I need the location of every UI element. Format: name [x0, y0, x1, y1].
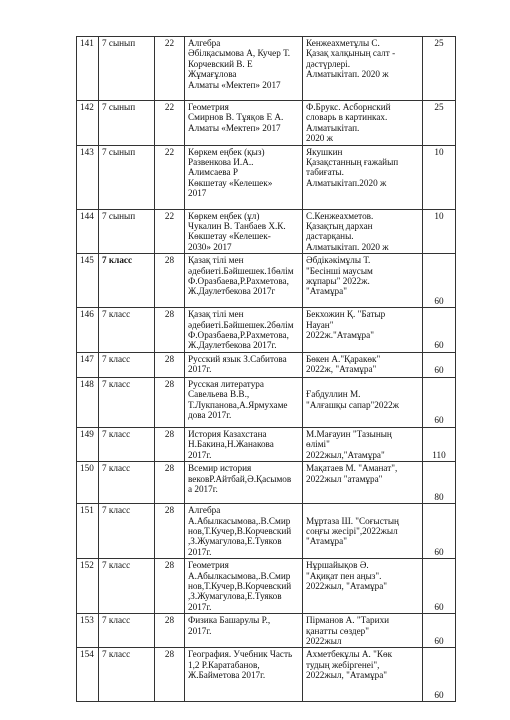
class-cell: 7 сынып: [99, 37, 155, 101]
quantity-cell: 60: [423, 559, 456, 614]
hours-cell: 22: [155, 37, 185, 101]
supplementary-book-cell: Мақатаев М. "Аманат", 2022жыл "атамұра": [303, 462, 423, 504]
quantity-cell: 25: [423, 37, 456, 101]
hours-cell: 28: [155, 308, 185, 353]
quantity-cell: 60: [423, 308, 456, 353]
class-cell: 7 класс: [99, 559, 155, 614]
row-number-cell: 141: [77, 37, 99, 101]
class-cell: 7 класс: [99, 648, 155, 702]
quantity-cell: 60: [423, 504, 456, 559]
supplementary-book-cell: М.Мағауин "Тазының өлімі" 2022жыл,"Атамұра": [303, 427, 423, 461]
textbook-cell: Алгебра Әбілқасымова А, Кучер Т. Корчевский В. Е Жұмағұлова Алматы «Мектеп» 2017: [185, 37, 303, 101]
table-row: [77, 37, 456, 101]
table-row: [77, 308, 456, 353]
row-number-cell: 142: [77, 101, 99, 146]
textbook-table: [76, 36, 456, 702]
class-cell: 7 сынып: [99, 145, 155, 209]
hours-cell: 28: [155, 254, 185, 308]
class-cell: 7 класс: [99, 462, 155, 504]
class-cell: 7 класс: [99, 308, 155, 353]
class-cell: 7 сынып: [99, 209, 155, 254]
textbook-cell: Русская литература Савельева В.В., Т.Лукпанова,А.Ярмухаме дова 2017г.: [185, 377, 303, 427]
textbook-cell: История Казахстана Н.Бакина,Н.Жанакова 2017г.: [185, 427, 303, 461]
row-number-cell: 150: [77, 462, 99, 504]
hours-cell: 28: [155, 504, 185, 559]
quantity-cell: 25: [423, 101, 456, 146]
supplementary-book-cell: Ғабдуллин М. "Алғашқы сапар"2022ж: [303, 377, 423, 427]
hours-cell: 22: [155, 145, 185, 209]
quantity-cell: 10: [423, 145, 456, 209]
table-row: [77, 209, 456, 254]
class-cell: 7 класс: [99, 614, 155, 648]
table-row: [77, 427, 456, 461]
row-number-cell: 152: [77, 559, 99, 614]
class-cell: 7 класс: [99, 377, 155, 427]
textbook-cell: География. Учебник Часть 1,2 Р.Каратабанов, Ж.Байметова 2017г.: [185, 648, 303, 702]
hours-cell: 28: [155, 352, 185, 377]
table-row: [77, 145, 456, 209]
table-row: [77, 101, 456, 146]
supplementary-book-cell: Ахметбекұлы А. "Көк тудың жебіргенеі", 2022жыл, "Атамұра": [303, 648, 423, 702]
textbook-cell: Геометрия А.Абылкасымова,.В.Смир нов,Т.Кучер,В.Корчевский ,З.Жумагулова,Е.Туяков 2017г.: [185, 559, 303, 614]
supplementary-book-cell: Мұртаза Ш. "Соғыстың соңғы жесірі",2022жыл "Атамұра": [303, 504, 423, 559]
class-cell: 7 класс: [99, 352, 155, 377]
supplementary-book-cell: Якушкин Қазақстанның ғажайып табиғаты. Алматыкітап.2020 ж: [303, 145, 423, 209]
row-number-cell: 148: [77, 377, 99, 427]
textbook-cell: Қазақ тілі мен әдебиеті.Бәйшешек.1бөлім Ф.Оразбаева,Р.Рахметова, Ж.Даулетбекова 2017г: [185, 254, 303, 308]
supplementary-book-cell: Нұршайықов Ә. "Ақиқат пен аңыз". 2022жыл, "Атамұра": [303, 559, 423, 614]
row-number-cell: 145: [77, 254, 99, 308]
textbook-cell: Көркем еңбек (ұл) Чукалин В. Танбаев Х.К. Көкшетау «Келешек- 2030» 2017: [185, 209, 303, 254]
quantity-cell: 60: [423, 352, 456, 377]
row-number-cell: 149: [77, 427, 99, 461]
class-cell: 7 сынып: [99, 101, 155, 146]
quantity-cell: 60: [423, 648, 456, 702]
row-number-cell: 147: [77, 352, 99, 377]
quantity-cell: 60: [423, 377, 456, 427]
class-cell: 7 класс: [99, 254, 155, 308]
class-cell: 7 класс: [99, 504, 155, 559]
class-cell: 7 класс: [99, 427, 155, 461]
table-row: [77, 254, 456, 308]
textbook-cell: Көркем еңбек (қыз) Развенкова И.А.. Алимсаева Р Көкшетау «Келешек» 2017: [185, 145, 303, 209]
supplementary-book-cell: Әбдікәкімұлы Т. "Бесінші маусым жұпары" 2022ж. "Атамұра": [303, 254, 423, 308]
row-number-cell: 151: [77, 504, 99, 559]
row-number-cell: 143: [77, 145, 99, 209]
supplementary-book-cell: Бекхожин Қ. "Батыр Науан" 2022ж."Атамұра": [303, 308, 423, 353]
table-row: [77, 352, 456, 377]
row-number-cell: 154: [77, 648, 99, 702]
textbook-cell: Русский язык З.Сабитова 2017г.: [185, 352, 303, 377]
quantity-cell: 60: [423, 254, 456, 308]
hours-cell: 28: [155, 559, 185, 614]
table-row: [77, 377, 456, 427]
table-row: [77, 462, 456, 504]
hours-cell: 28: [155, 462, 185, 504]
textbook-cell: Всемир история вековР.Айтбай,Ә.Қасымов а 2017г.: [185, 462, 303, 504]
quantity-cell: 10: [423, 209, 456, 254]
textbook-cell: Қазақ тілі мен әдебиеті.Бәйшешек.2бөлім Ф.Оразбаева,Р.Рахметова, Ж.Даулетбекова 2017г.: [185, 308, 303, 353]
table-row: [77, 504, 456, 559]
hours-cell: 28: [155, 614, 185, 648]
textbook-cell: Алгебра А.Абылкасымова,.В.Смир нов,Т.Кучер,В.Корчевский ,З.Жумагулова,Е.Туяков 2017г.: [185, 504, 303, 559]
supplementary-book-cell: Бөкен А."Қаракөк" 2022ж, "Атамұра": [303, 352, 423, 377]
hours-cell: 22: [155, 209, 185, 254]
row-number-cell: 146: [77, 308, 99, 353]
hours-cell: 28: [155, 377, 185, 427]
quantity-cell: 60: [423, 614, 456, 648]
hours-cell: 28: [155, 427, 185, 461]
quantity-cell: 110: [423, 427, 456, 461]
hours-cell: 22: [155, 101, 185, 146]
textbook-cell: Геометрия Смирнов В. Тұяқов Е А. Алматы «Мектеп» 2017: [185, 101, 303, 146]
supplementary-book-cell: Кенжеахметұлы С. Қазақ халқының салт - дәстүрлері. Алматыкітап. 2020 ж: [303, 37, 423, 101]
quantity-cell: 80: [423, 462, 456, 504]
supplementary-book-cell: Ф.Брукс. Асборнский словарь в картинках. Алматыкітап. 2020 ж: [303, 101, 423, 146]
table-row: [77, 559, 456, 614]
textbook-cell: Физика Башарулы Р., 2017г.: [185, 614, 303, 648]
row-number-cell: 153: [77, 614, 99, 648]
table-row: [77, 648, 456, 702]
table-row: [77, 614, 456, 648]
row-number-cell: 144: [77, 209, 99, 254]
hours-cell: 28: [155, 648, 185, 702]
supplementary-book-cell: С.Кенжеахметов. Қазақтың дархан дастарқаны. Алматыкітап. 2020 ж: [303, 209, 423, 254]
supplementary-book-cell: Пірманов А. "Тарихи қанатты сөздер" 2022жыл: [303, 614, 423, 648]
